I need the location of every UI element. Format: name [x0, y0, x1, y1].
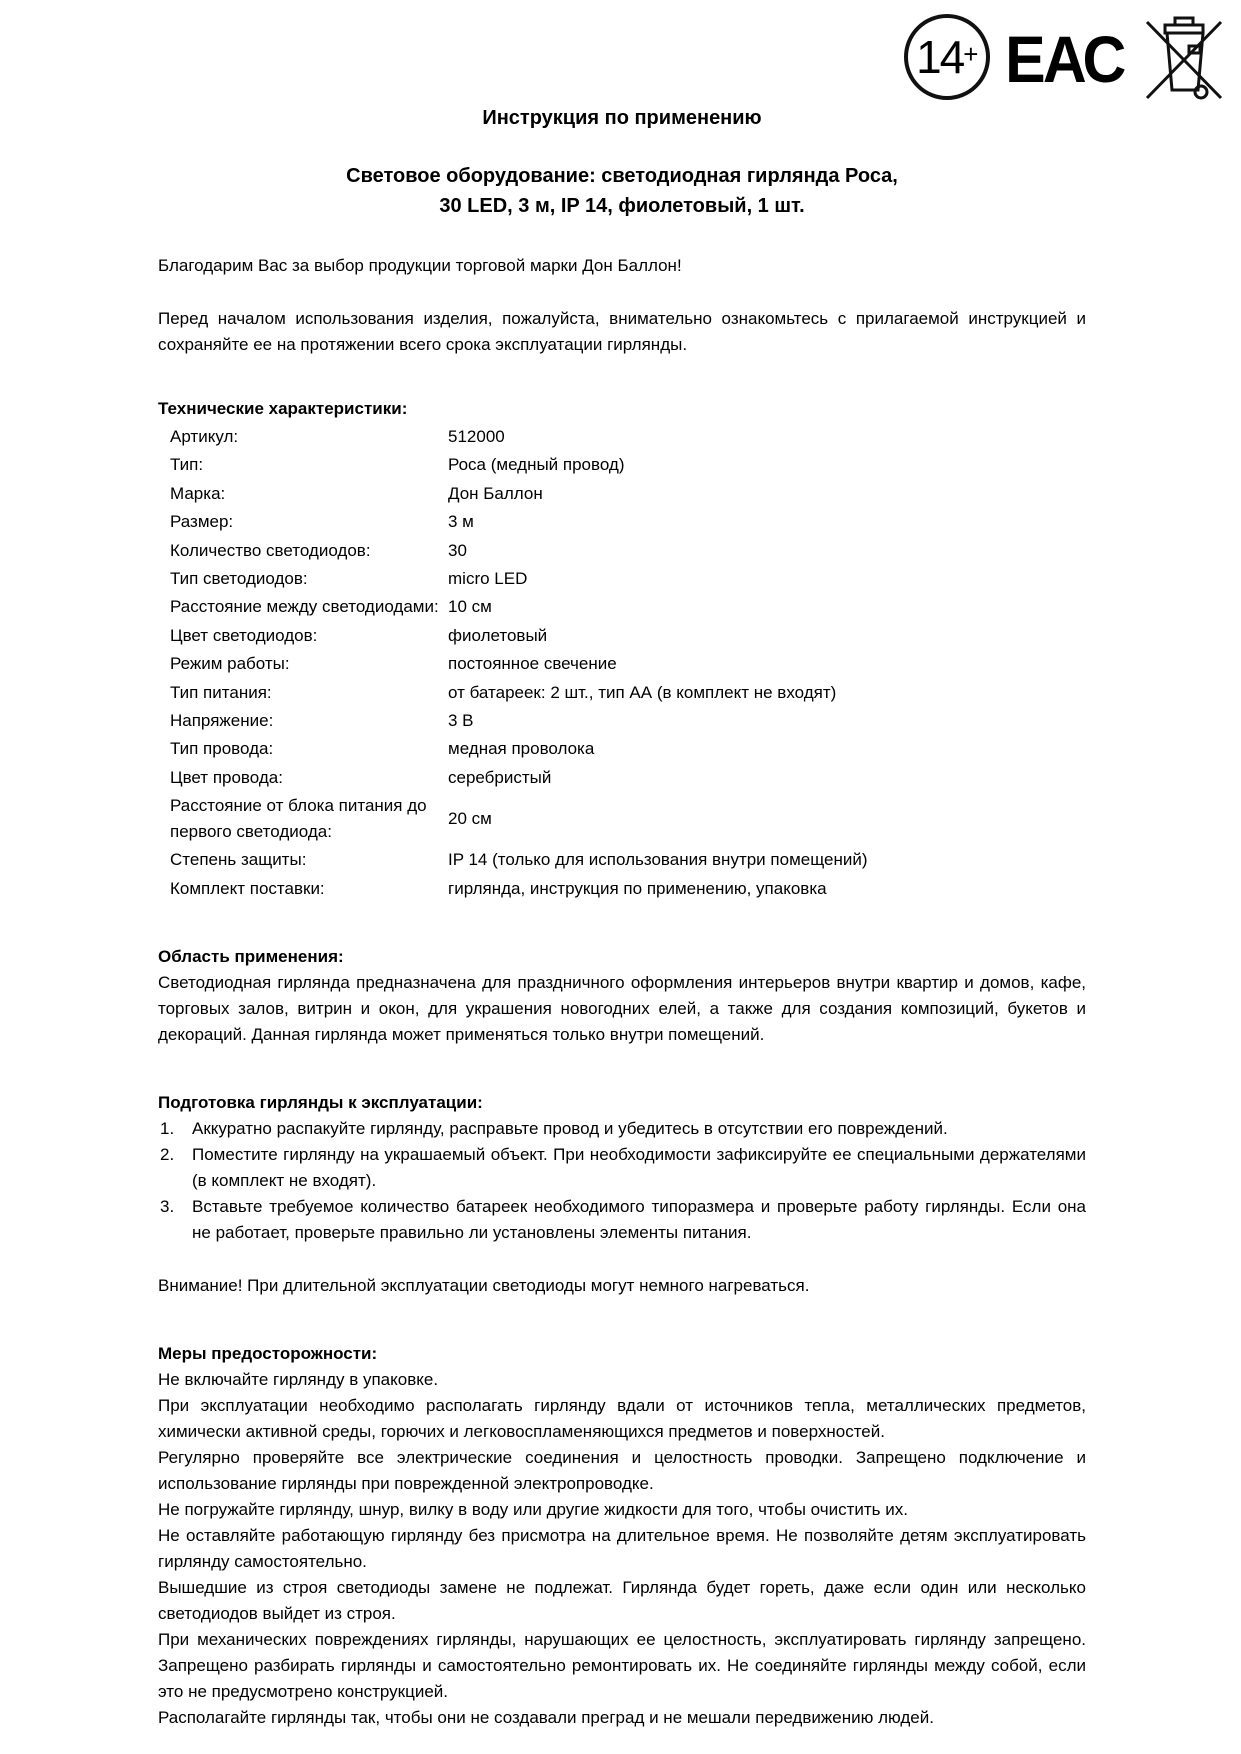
spec-value: постоянное свечение	[448, 654, 617, 674]
table-row	[158, 847, 1086, 873]
application-body: Светодиодная гирлянда предназначена для праздничного оформления интерьеров внутри квартир и домов, кафе, торговых залов, витрин и окон, для украшения новогодних елей, а также для создания композиций, букетов и декораций. Данная гирлянда может применяться только внутри помещений.	[158, 972, 1086, 1044]
table-row	[158, 424, 1086, 450]
spec-label: Напряжение:	[170, 710, 274, 730]
precaution-paragraph: При эксплуатации необходимо располагать гирлянду вдали от источников тепла, металлических предметов, химически активной среды, горючих и легковоспламеняющихся предметов и поверхностей.	[158, 1395, 1086, 1441]
spec-value: от батареек: 2 шт., тип АА (в комплект не входят)	[448, 682, 837, 702]
spec-label: Тип питания:	[170, 682, 272, 702]
precaution-paragraph: Не погружайте гирлянду, шнур, вилку в воду или другие жидкости для того, чтобы очистить их.	[158, 1499, 908, 1519]
eac-conformity-icon: ЕАС	[1005, 22, 1124, 96]
spec-value: 512000	[448, 427, 505, 446]
product-title-line1: Световое оборудование: светодиодная гирлянда Роса,	[346, 165, 898, 187]
age-14plus-icon	[904, 14, 990, 100]
age-number-label: 14	[916, 31, 964, 83]
spec-value: 30	[448, 540, 467, 560]
spec-value: 3 м	[448, 512, 474, 532]
precaution-paragraph: При механических повреждениях гирлянды, нарушающих ее целостность, эксплуатировать гирлянду запрещено. Запрещено разбирать гирлянды и самостоятельно ремонтировать их. Не соединяйте гирлянды между собой, если это не предусмотрено конструкцией.	[158, 1629, 1086, 1701]
spec-label: Тип светодиодов:	[170, 568, 308, 588]
spec-label: Степень защиты:	[170, 850, 307, 870]
spec-label: Расстояние от блока питания до первого светодиода:	[170, 796, 427, 842]
preparation-list	[158, 1116, 1086, 1246]
spec-value: IP 14 (только для использования внутри помещений)	[448, 850, 868, 870]
table-row	[158, 765, 1086, 791]
spec-label: Тип провода:	[170, 739, 274, 759]
table-row	[158, 876, 1086, 902]
notice-paragraph: Перед началом использования изделия, пожалуйста, внимательно ознакомьтесь с прилагаемой инструкцией и сохраняйте ее на протяжении всего срока эксплуатации гирлянды.	[158, 309, 1086, 354]
spec-label: Расстояние между светодиодами:	[170, 597, 439, 617]
product-title	[158, 161, 1086, 221]
spec-label: Артикул:	[170, 427, 239, 446]
application-heading: Область применения:	[158, 946, 344, 966]
table-row	[158, 793, 1086, 845]
precaution-paragraph: Регулярно проверяйте все электрические соединения и целостность проводки. Запрещено подключение и использование гирлянды при поврежденной электропроводке.	[158, 1447, 1086, 1493]
spec-value: 10 см	[448, 597, 492, 617]
table-row	[158, 623, 1086, 649]
precautions-heading: Меры предосторожности:	[158, 1343, 378, 1363]
spec-label: Цвет провода:	[170, 767, 283, 787]
list-item: Аккуратно распакуйте гирлянду, расправьте провод и убедитесь в отсутствии его повреждений.	[192, 1118, 948, 1138]
specs-table	[158, 424, 1086, 902]
table-row	[158, 651, 1086, 677]
thanks-paragraph: Благодарим Вас за выбор продукции торговой марки Дон Баллон!	[158, 256, 682, 275]
spec-label: Марка:	[170, 483, 226, 503]
table-row	[158, 566, 1086, 592]
spec-value: медная проволока	[448, 739, 595, 759]
specs-heading: Технические характеристики:	[158, 399, 408, 418]
spec-value: 3 В	[448, 710, 474, 730]
precautions-body	[158, 1367, 1086, 1731]
warning-paragraph: Внимание! При длительной эксплуатации светодиоды могут немного нагреваться.	[158, 1275, 810, 1295]
table-row	[158, 594, 1086, 620]
list-item: Поместите гирлянду на украшаемый объект. При необходимости зафиксируйте ее специальными держателями (в комплект не входят).	[192, 1144, 1086, 1190]
spec-label: Режим работы:	[170, 654, 290, 674]
precaution-paragraph: Располагайте гирлянды так, чтобы они не создавали преград и не мешали передвижению людей.	[158, 1707, 934, 1727]
spec-label: Тип:	[170, 455, 204, 475]
age-plus-label: +	[963, 39, 979, 69]
certification-badges	[904, 12, 1227, 102]
product-title-line2: 30 LED, 3 м, IP 14, фиолетовый, 1 шт.	[439, 195, 805, 217]
spec-value: 20 см	[448, 809, 492, 829]
spec-label: Цвет светодиодов:	[170, 625, 318, 645]
table-row	[158, 452, 1086, 478]
spec-label: Количество светодиодов:	[170, 540, 371, 560]
table-row	[158, 481, 1086, 507]
spec-value: Роса (медный провод)	[448, 455, 625, 475]
table-row	[158, 736, 1086, 762]
spec-label: Комплект поставки:	[170, 878, 325, 898]
precaution-paragraph: Не включайте гирлянду в упаковке.	[158, 1369, 439, 1389]
crossed-out-bin-icon	[1139, 12, 1227, 102]
spec-label: Размер:	[170, 512, 234, 532]
preparation-heading: Подготовка гирлянды к эксплуатации:	[158, 1092, 483, 1112]
precaution-paragraph: Не оставляйте работающую гирлянду без присмотра на длительное время. Не позволяйте детям эксплуатировать гирлянду самостоятельно.	[158, 1525, 1086, 1571]
spec-value: гирлянда, инструкция по применению, упаковка	[448, 878, 827, 898]
table-row	[158, 708, 1086, 734]
spec-value: серебристый	[448, 767, 552, 787]
spec-value: Дон Баллон	[448, 483, 543, 503]
table-row	[158, 680, 1086, 706]
spec-value: фиолетовый	[448, 625, 548, 645]
spec-value: micro LED	[448, 568, 528, 588]
list-item: Вставьте требуемое количество батареек необходимого типоразмера и проверьте работу гирлянды. Если она не работает, проверьте правильно ли установлены элементы питания.	[192, 1196, 1086, 1242]
table-row	[158, 509, 1086, 535]
table-row	[158, 538, 1086, 564]
page-title: Инструкция по применению	[482, 107, 762, 129]
precaution-paragraph: Вышедшие из строя светодиоды замене не подлежат. Гирлянда будет гореть, даже если один или несколько светодиодов выйдет из строя.	[158, 1577, 1086, 1623]
